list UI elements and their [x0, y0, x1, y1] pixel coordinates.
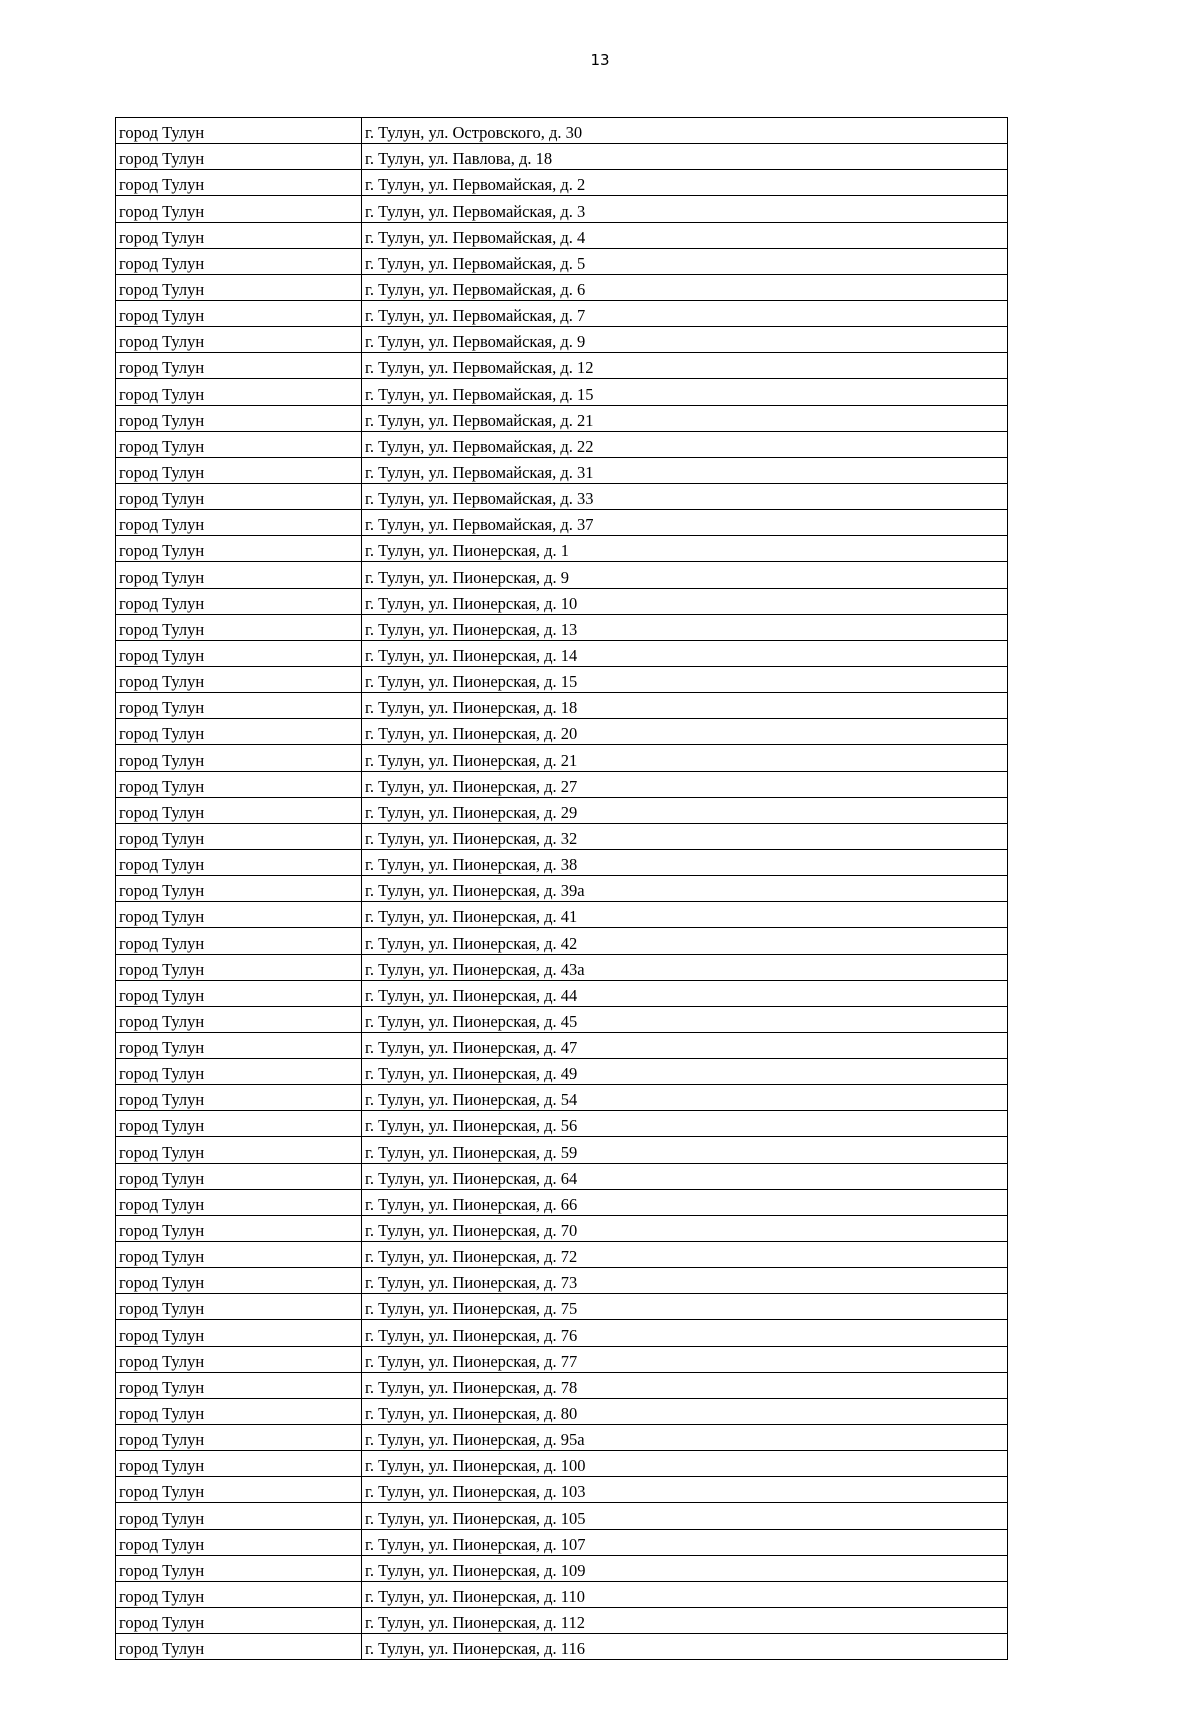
address-cell: г. Тулун, ул. Пионерская, д. 116 [362, 1634, 1008, 1660]
address-cell: г. Тулун, ул. Пионерская, д. 45 [362, 1006, 1008, 1032]
municipality-cell: город Тулун [116, 1581, 362, 1607]
page-number: 13 [590, 51, 610, 69]
address-cell: г. Тулун, ул. Первомайская, д. 33 [362, 483, 1008, 509]
address-cell: г. Тулун, ул. Пионерская, д. 59 [362, 1137, 1008, 1163]
table-row [116, 1555, 1008, 1581]
table-row [116, 797, 1008, 823]
municipality-cell: город Тулун [116, 457, 362, 483]
municipality-cell: город Тулун [116, 1215, 362, 1241]
address-cell: г. Тулун, ул. Первомайская, д. 21 [362, 405, 1008, 431]
address-cell: г. Тулун, ул. Пионерская, д. 110 [362, 1581, 1008, 1607]
address-cell: г. Тулун, ул. Первомайская, д. 31 [362, 457, 1008, 483]
table-row [116, 536, 1008, 562]
table-row [116, 144, 1008, 170]
table-row [116, 274, 1008, 300]
municipality-cell: город Тулун [116, 1529, 362, 1555]
municipality-cell: город Тулун [116, 405, 362, 431]
municipality-cell: город Тулун [116, 431, 362, 457]
address-cell: г. Тулун, ул. Пионерская, д. 44 [362, 980, 1008, 1006]
table-row [116, 196, 1008, 222]
table-row [116, 170, 1008, 196]
table-row [116, 876, 1008, 902]
address-cell: г. Тулун, ул. Пионерская, д. 41 [362, 902, 1008, 928]
address-cell: г. Тулун, ул. Пионерская, д. 32 [362, 823, 1008, 849]
table-row [116, 1032, 1008, 1058]
address-cell: г. Тулун, ул. Пионерская, д. 103 [362, 1477, 1008, 1503]
table-row [116, 431, 1008, 457]
table-row [116, 823, 1008, 849]
table-row [116, 980, 1008, 1006]
municipality-cell: город Тулун [116, 1294, 362, 1320]
table-row [116, 1477, 1008, 1503]
municipality-cell: город Тулун [116, 1477, 362, 1503]
address-cell: г. Тулун, ул. Пионерская, д. 100 [362, 1451, 1008, 1477]
municipality-cell: город Тулун [116, 1425, 362, 1451]
municipality-cell: город Тулун [116, 1059, 362, 1085]
table-row [116, 1215, 1008, 1241]
municipality-cell: город Тулун [116, 1268, 362, 1294]
table-row [116, 1137, 1008, 1163]
table-row [116, 954, 1008, 980]
municipality-cell: город Тулун [116, 1189, 362, 1215]
table-row [116, 222, 1008, 248]
table-row [116, 327, 1008, 353]
municipality-cell: город Тулун [116, 954, 362, 980]
municipality-cell: город Тулун [116, 614, 362, 640]
address-cell: г. Тулун, ул. Пионерская, д. 70 [362, 1215, 1008, 1241]
municipality-cell: город Тулун [116, 1137, 362, 1163]
table-row [116, 379, 1008, 405]
municipality-cell: город Тулун [116, 1372, 362, 1398]
municipality-cell: город Тулун [116, 1163, 362, 1189]
table-row [116, 849, 1008, 875]
table-row [116, 666, 1008, 692]
municipality-cell: город Тулун [116, 1085, 362, 1111]
table-row [116, 588, 1008, 614]
municipality-cell: город Тулун [116, 379, 362, 405]
address-cell: г. Тулун, ул. Пионерская, д. 39а [362, 876, 1008, 902]
table-row [116, 562, 1008, 588]
address-cell: г. Тулун, ул. Первомайская, д. 9 [362, 327, 1008, 353]
table-row [116, 1242, 1008, 1268]
table-row [116, 1320, 1008, 1346]
table-row [116, 1163, 1008, 1189]
address-cell: г. Тулун, ул. Пионерская, д. 49 [362, 1059, 1008, 1085]
address-cell: г. Тулун, ул. Пионерская, д. 13 [362, 614, 1008, 640]
table-row [116, 1268, 1008, 1294]
address-table-body [116, 118, 1008, 1660]
address-cell: г. Тулун, ул. Пионерская, д. 20 [362, 719, 1008, 745]
table-row [116, 1006, 1008, 1032]
address-cell: г. Тулун, ул. Пионерская, д. 9 [362, 562, 1008, 588]
address-cell: г. Тулун, ул. Первомайская, д. 15 [362, 379, 1008, 405]
address-cell: г. Тулун, ул. Пионерская, д. 76 [362, 1320, 1008, 1346]
municipality-cell: город Тулун [116, 1346, 362, 1372]
table-row [116, 1085, 1008, 1111]
municipality-cell: город Тулун [116, 1608, 362, 1634]
table-row [116, 483, 1008, 509]
municipality-cell: город Тулун [116, 353, 362, 379]
address-cell: г. Тулун, ул. Пионерская, д. 42 [362, 928, 1008, 954]
municipality-cell: город Тулун [116, 1006, 362, 1032]
municipality-cell: город Тулун [116, 196, 362, 222]
address-cell: г. Тулун, ул. Пионерская, д. 54 [362, 1085, 1008, 1111]
table-row [116, 614, 1008, 640]
address-cell: г. Тулун, ул. Пионерская, д. 1 [362, 536, 1008, 562]
table-row [116, 1398, 1008, 1424]
address-cell: г. Тулун, ул. Пионерская, д. 73 [362, 1268, 1008, 1294]
table-row [116, 1294, 1008, 1320]
address-cell: г. Тулун, ул. Первомайская, д. 4 [362, 222, 1008, 248]
municipality-cell: город Тулун [116, 274, 362, 300]
table-row [116, 902, 1008, 928]
municipality-cell: город Тулун [116, 562, 362, 588]
address-cell: г. Тулун, ул. Пионерская, д. 78 [362, 1372, 1008, 1398]
address-cell: г. Тулун, ул. Пионерская, д. 66 [362, 1189, 1008, 1215]
address-cell: г. Тулун, ул. Пионерская, д. 29 [362, 797, 1008, 823]
address-cell: г. Тулун, ул. Пионерская, д. 72 [362, 1242, 1008, 1268]
municipality-cell: город Тулун [116, 849, 362, 875]
municipality-cell: город Тулун [116, 1320, 362, 1346]
table-row [116, 928, 1008, 954]
table-row [116, 693, 1008, 719]
municipality-cell: город Тулун [116, 483, 362, 509]
address-table [115, 117, 1008, 1660]
address-cell: г. Тулун, ул. Пионерская, д. 47 [362, 1032, 1008, 1058]
address-cell: г. Тулун, ул. Островского, д. 30 [362, 118, 1008, 144]
table-row [116, 1451, 1008, 1477]
municipality-cell: город Тулун [116, 928, 362, 954]
municipality-cell: город Тулун [116, 1634, 362, 1660]
address-cell: г. Тулун, ул. Пионерская, д. 77 [362, 1346, 1008, 1372]
municipality-cell: город Тулун [116, 327, 362, 353]
table-row [116, 405, 1008, 431]
table-row [116, 1581, 1008, 1607]
municipality-cell: город Тулун [116, 902, 362, 928]
address-cell: г. Тулун, ул. Пионерская, д. 112 [362, 1608, 1008, 1634]
table-row [116, 1608, 1008, 1634]
address-cell: г. Тулун, ул. Пионерская, д. 21 [362, 745, 1008, 771]
municipality-cell: город Тулун [116, 693, 362, 719]
table-row [116, 1346, 1008, 1372]
table-row [116, 1425, 1008, 1451]
address-cell: г. Тулун, ул. Пионерская, д. 18 [362, 693, 1008, 719]
address-cell: г. Тулун, ул. Пионерская, д. 95а [362, 1425, 1008, 1451]
municipality-cell: город Тулун [116, 797, 362, 823]
table-row [116, 640, 1008, 666]
municipality-cell: город Тулун [116, 771, 362, 797]
address-cell: г. Тулун, ул. Пионерская, д. 10 [362, 588, 1008, 614]
address-cell: г. Тулун, ул. Первомайская, д. 2 [362, 170, 1008, 196]
table-row [116, 118, 1008, 144]
address-cell: г. Тулун, ул. Пионерская, д. 27 [362, 771, 1008, 797]
table-row [116, 719, 1008, 745]
municipality-cell: город Тулун [116, 588, 362, 614]
table-row [116, 771, 1008, 797]
table-row [116, 745, 1008, 771]
address-cell: г. Тулун, ул. Пионерская, д. 75 [362, 1294, 1008, 1320]
address-cell: г. Тулун, ул. Первомайская, д. 37 [362, 510, 1008, 536]
municipality-cell: город Тулун [116, 666, 362, 692]
municipality-cell: город Тулун [116, 248, 362, 274]
table-row [116, 510, 1008, 536]
address-cell: г. Тулун, ул. Первомайская, д. 3 [362, 196, 1008, 222]
municipality-cell: город Тулун [116, 980, 362, 1006]
address-cell: г. Тулун, ул. Пионерская, д. 107 [362, 1529, 1008, 1555]
municipality-cell: город Тулун [116, 876, 362, 902]
address-cell: г. Тулун, ул. Пионерская, д. 105 [362, 1503, 1008, 1529]
municipality-cell: город Тулун [116, 300, 362, 326]
municipality-cell: город Тулун [116, 1242, 362, 1268]
address-cell: г. Тулун, ул. Первомайская, д. 7 [362, 300, 1008, 326]
municipality-cell: город Тулун [116, 170, 362, 196]
address-cell: г. Тулун, ул. Первомайская, д. 12 [362, 353, 1008, 379]
municipality-cell: город Тулун [116, 144, 362, 170]
address-cell: г. Тулун, ул. Первомайская, д. 22 [362, 431, 1008, 457]
address-cell: г. Тулун, ул. Первомайская, д. 5 [362, 248, 1008, 274]
municipality-cell: город Тулун [116, 823, 362, 849]
municipality-cell: город Тулун [116, 1111, 362, 1137]
municipality-cell: город Тулун [116, 1451, 362, 1477]
address-cell: г. Тулун, ул. Пионерская, д. 56 [362, 1111, 1008, 1137]
municipality-cell: город Тулун [116, 1503, 362, 1529]
table-row [116, 248, 1008, 274]
address-cell: г. Тулун, ул. Пионерская, д. 14 [362, 640, 1008, 666]
address-cell: г. Тулун, ул. Пионерская, д. 15 [362, 666, 1008, 692]
address-cell: г. Тулун, ул. Первомайская, д. 6 [362, 274, 1008, 300]
table-row [116, 353, 1008, 379]
table-row [116, 300, 1008, 326]
municipality-cell: город Тулун [116, 640, 362, 666]
address-cell: г. Тулун, ул. Пионерская, д. 109 [362, 1555, 1008, 1581]
municipality-cell: город Тулун [116, 118, 362, 144]
table-row [116, 1503, 1008, 1529]
table-row [116, 1634, 1008, 1660]
table-row [116, 1529, 1008, 1555]
municipality-cell: город Тулун [116, 1555, 362, 1581]
municipality-cell: город Тулун [116, 745, 362, 771]
municipality-cell: город Тулун [116, 536, 362, 562]
address-cell: г. Тулун, ул. Павлова, д. 18 [362, 144, 1008, 170]
address-cell: г. Тулун, ул. Пионерская, д. 80 [362, 1398, 1008, 1424]
municipality-cell: город Тулун [116, 1032, 362, 1058]
table-row [116, 457, 1008, 483]
municipality-cell: город Тулун [116, 510, 362, 536]
table-row [116, 1059, 1008, 1085]
municipality-cell: город Тулун [116, 719, 362, 745]
address-cell: г. Тулун, ул. Пионерская, д. 38 [362, 849, 1008, 875]
address-cell: г. Тулун, ул. Пионерская, д. 43а [362, 954, 1008, 980]
municipality-cell: город Тулун [116, 222, 362, 248]
table-row [116, 1111, 1008, 1137]
table-row [116, 1372, 1008, 1398]
municipality-cell: город Тулун [116, 1398, 362, 1424]
address-cell: г. Тулун, ул. Пионерская, д. 64 [362, 1163, 1008, 1189]
table-row [116, 1189, 1008, 1215]
